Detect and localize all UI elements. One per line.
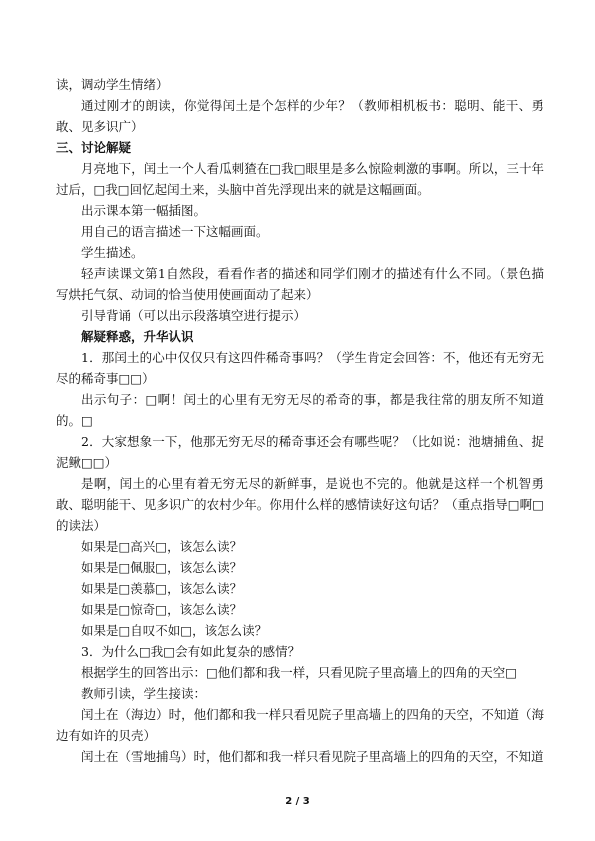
paragraph: 2．大家想象一下，他那无穷无尽的稀奇事还会有哪些呢？（比如说：池塘捕鱼、捉泥鳅□□） <box>56 434 544 470</box>
paragraph: 读，调动学生情绪） <box>56 77 169 92</box>
paragraph: 学生描述。 <box>81 245 144 260</box>
paragraph: 如果是□高兴□，该怎么读？ <box>81 539 243 554</box>
paragraph: 是啊，闰土的心里有着无穷无尽的新鲜事，是说也不完的。他就是这样一个机智勇敢、聪明能干、见多识广的农村少年。你用什么样的感情读好这句话？（重点指导□啊□的读法） <box>56 476 544 533</box>
paragraph: 闰土在（海边）时，他们都和我一样只看见院子里高墙上的四角的天空，不知道（海边有如许的贝壳） <box>56 707 544 743</box>
paragraph: 轻声读课文第1自然段，看看作者的描述和同学们刚才的描述有什么不同。（景色描写烘托气氛、动词的恰当使用使画面动了起来） <box>56 266 544 302</box>
paragraph: 根据学生的回答出示：□他们都和我一样，只看见院子里高墙上的四角的天空□ <box>81 665 518 680</box>
paragraph: 月亮地下，闰土一个人看瓜刺猹在□我□眼里是多么惊险刺激的事啊。所以，三十年过后，□我□回忆起闰土来，头脑中首先浮现出来的就是这幅画面。 <box>56 161 544 197</box>
paragraph: 闰土在（雪地捕鸟）时，他们都和我一样只看见院子里高墙上的四角的天空，不知道 <box>81 749 544 764</box>
paragraph: 如果是□惊奇□，该怎么读？ <box>81 602 243 617</box>
paragraph: 如果是□自叹不如□，该怎么读？ <box>81 623 268 638</box>
section-heading: 三、讨论解疑 <box>56 140 132 155</box>
paragraph: 出示课本第一幅插图。 <box>81 203 207 218</box>
paragraph: 用自己的语言描述一下这幅画面。 <box>81 224 269 239</box>
section-heading: 解疑释惑，升华认识 <box>81 329 194 344</box>
paragraph: 如果是□羡慕□，该怎么读？ <box>81 581 243 596</box>
document-body <box>56 74 544 767</box>
paragraph: 1．那闰土的心中仅仅只有这四件稀奇事吗？（学生肯定会回答：不，他还有无穷无尽的稀奇事□□） <box>56 350 544 386</box>
page-number: 2 / 3 <box>285 796 310 807</box>
paragraph: 3．为什么□我□会有如此复杂的感情？ <box>81 644 301 659</box>
paragraph: 如果是□佩服□，该怎么读？ <box>81 560 243 575</box>
paragraph: 出示句子：□啊！闰土的心里有无穷无尽的希奇的事，都是我往常的朋友所不知道的。□ <box>56 392 544 428</box>
paragraph: 教师引读，学生接读： <box>81 686 207 701</box>
paragraph: 通过刚才的朗读，你觉得闰土是个怎样的少年？（教师相机板书：聪明、能干、勇敢、见多识广） <box>56 98 544 134</box>
paragraph: 引导背诵（可以出示段落填空进行提示） <box>81 308 307 323</box>
